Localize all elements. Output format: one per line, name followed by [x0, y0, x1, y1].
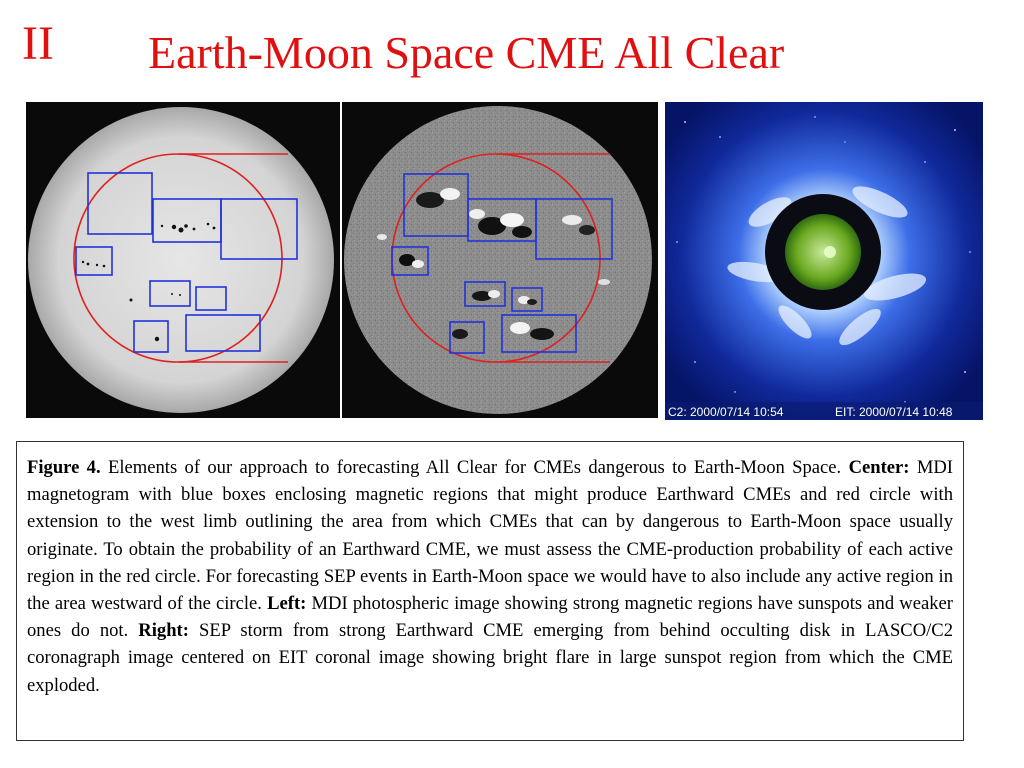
mdi-magnetogram-image — [342, 102, 658, 418]
figure-caption-box — [16, 441, 964, 741]
caption-fig-label: Figure 4. — [27, 457, 101, 478]
slide-number: II — [22, 17, 54, 70]
figure-caption — [27, 454, 953, 699]
c2-timestamp-label: C2: 2000/07/14 10:54 — [668, 405, 784, 419]
caption-right-label: Right: — [138, 620, 189, 642]
mdi-continuum-image — [26, 102, 340, 418]
lasco-c2-coronagraph-image — [665, 102, 983, 420]
magnetogram-disk — [344, 106, 652, 414]
caption-center-text: MDI magnetogram with blue boxes enclosing magnetic regions that might produce Earthward CMEs and red circle with extension to the west limb outlining the area from which CMEs that can by dangerous to Earth-Moon space usually originate. To obtain the probability of an Earthward CME, we must assess the CME-production probability of each active region in the red circle. For forecasting SEP events in Earth-Moon space we would have to also include any active region in the area westward of the circle. — [27, 457, 953, 615]
caption-center-label: Center: — [848, 457, 910, 478]
caption-intro: Elements of our approach to forecasting All Clear for CMEs dangerous to Earth-Moon Space. — [100, 457, 849, 478]
caption-left-text: MDI photospheric image showing strong magnetic regions have sunspots and weaker ones do not. — [27, 593, 953, 642]
caption-left-label: Left: — [267, 593, 307, 615]
caption-right-text: SEP storm from strong Earthward CME emerging from behind occulting disk in LASCO/C2 coronagraph image centered on EIT coronal image showing bright flare in large sunspot region from which the CME exploded. — [27, 620, 953, 696]
slide-title: Earth-Moon Space CME All Clear — [148, 27, 785, 78]
eit-timestamp-label: EIT: 2000/07/14 10:48 — [835, 405, 953, 419]
eit-sun — [785, 214, 861, 290]
